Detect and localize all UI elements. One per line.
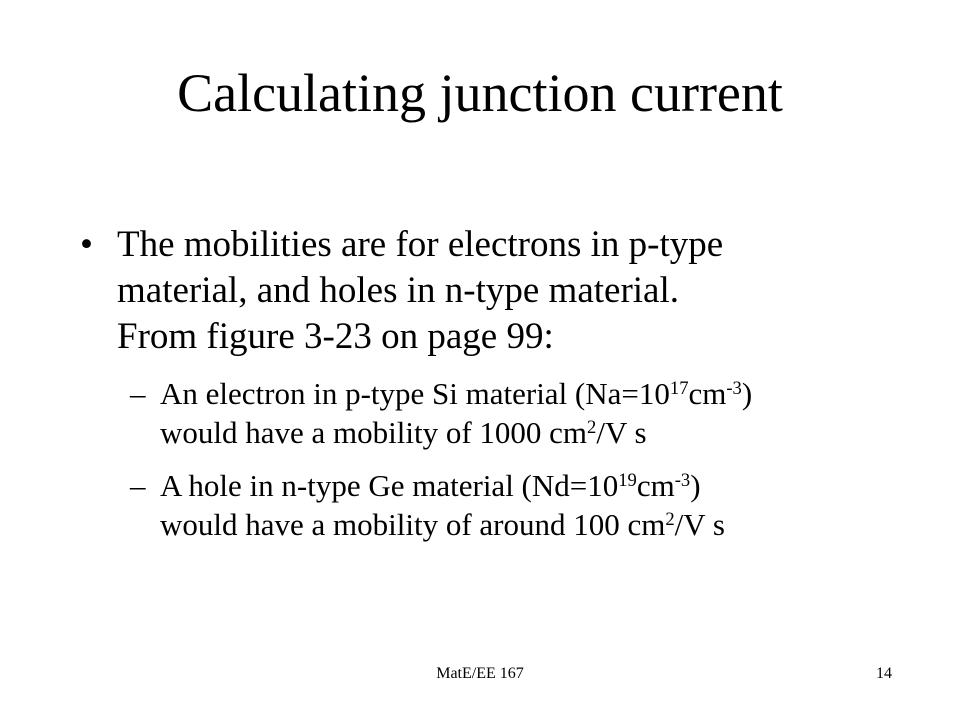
sub-bullet-hole [130, 466, 940, 544]
text-segment: cm [636, 468, 675, 503]
sub-bullet-line-1 [160, 374, 940, 413]
superscript: 19 [618, 469, 637, 491]
bullet-line-1: The mobilities are for electrons in p-type [117, 224, 724, 265]
bullet-line-3: From figure 3-23 on page 99: [117, 316, 554, 357]
sub-bullet-line-2 [160, 505, 940, 544]
sub-bullet-line-2 [160, 413, 940, 452]
superscript: 17 [669, 377, 689, 399]
superscript: 2 [587, 416, 597, 438]
footer-page-number: 14 [876, 665, 892, 682]
slide-title: Calculating junction current [177, 63, 783, 123]
text-segment: An electron in p-type Si material (Na=10 [160, 376, 670, 411]
superscript: -3 [726, 377, 742, 399]
superscript: -3 [674, 469, 691, 491]
text-segment: would have a mobility of around 100 cm [160, 507, 666, 542]
footer-course: MatE/EE 167 [436, 665, 524, 682]
text-segment: cm [688, 376, 727, 411]
superscript: 2 [665, 508, 675, 530]
bullet-item [80, 222, 940, 360]
text-segment: A hole in n-type Ge material (Nd=10 [160, 468, 619, 503]
text-segment: ) [741, 376, 753, 411]
sub-bullet-marker: – [130, 376, 146, 411]
sub-bullet-line-1 [160, 466, 940, 505]
text-segment: ) [690, 468, 701, 503]
sub-bullet-electron [130, 374, 940, 452]
text-segment: /V s [596, 415, 647, 450]
bullet-line-2: material, and holes in n-type material. [117, 270, 679, 311]
text-segment: /V s [674, 507, 725, 542]
sub-bullet-marker: – [130, 468, 146, 503]
bullet-marker: • [80, 224, 93, 265]
slide-content [80, 222, 940, 544]
text-segment: would have a mobility of 1000 cm [160, 415, 588, 450]
